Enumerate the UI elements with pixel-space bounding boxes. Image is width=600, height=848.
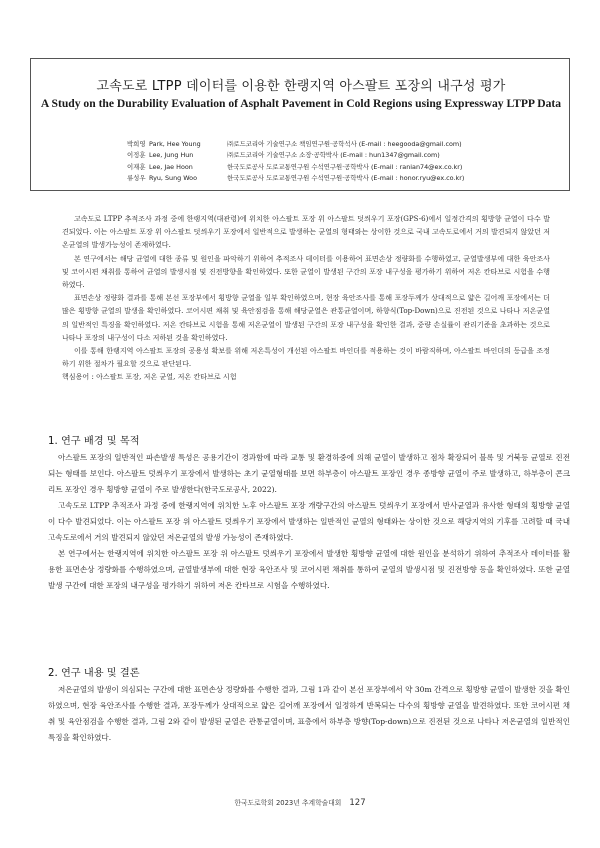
section-paragraph: 저온균열의 발생이 의심되는 구간에 대한 표면손상 정량화를 수행한 결과, 그림 1과 같이 본선 포장부에서 약 30m 간격으로 횡방향 균열이 발생한 것을 확인하였으며, 현장 육안조사를 수행한 결과, 포장두께가 상대적으로 얇은 길어깨 포장에서 일정하게 반복되는 다수의 횡방향 균열을 발견하였다. 또한 코어시편 채취 및 육안점검을 수행한 결과, 그림 2와 같이 발생된 균열은 관통균열이며, 표층에서 하부층 방향(Top-down)으로 진전된 것으로 나타나 저온균열의 일반적인 특징을 확인하였다. — [48, 685, 570, 742]
section-body — [48, 682, 570, 746]
conference-name: 한국도로학회 2023년 추계학술대회 — [234, 799, 342, 807]
title-box — [30, 58, 570, 191]
keywords: 핵심용어 : 아스팔트 포장, 저온 균열, 저온 칸타브로 시험 — [62, 372, 237, 382]
author-name-english: Lee, Jung Hun — [149, 151, 194, 160]
section-results — [48, 664, 570, 746]
author-name-korean: 박희영 — [127, 140, 146, 148]
abstract-paragraph: 본 연구에서는 해당 균열에 대한 종류 및 원인을 파악하기 위하여 추적조사 데이터를 이용하여 표면손상 정량화를 수행하였고, 균열발생부에 대한 육안조사 및 코어시편 채취를 통하여 균열의 발생시점 및 진전방향을 확인하였다. 또한 균열이 발생된 구간의 포장 내구성을 평가하기 위하여 저온 칸타브로 시험을 수행하였다. — [62, 253, 550, 290]
section-heading: 1. 연구 배경 및 목적 — [48, 436, 140, 447]
author-name-korean: 이정훈 — [127, 151, 146, 160]
author-affiliation: 한국도로공사 도로교통연구원 수석연구원·공학박사 (E-mail : honor.ryu@ex.co.kr) — [227, 173, 465, 182]
abstract — [62, 212, 550, 384]
page-number: 127 — [349, 798, 366, 808]
abstract-paragraph: 표면손상 정량화 결과를 통해 본선 포장부에서 횡방향 균열을 일부 확인하였으며, 현장 육안조사를 통해 포장두께가 상대적으로 얇은 길어깨 포장에서는 더 많은 횡방향 균열의 발생을 확인하였다. 코어시편 채취 및 육안점검을 통해 해당균열은 관통균열이며, 하향식(Top-Down)으로 진전된 것으로 나타나 저온균열의 일반적인 특징을 확인하였다. 저온 칸타브로 시험을 통해 저온균열이 발생된 구간의 포장 내구성을 확인한 결과, 중량 손실률이 관리기준을 초과하는 것으로 나타나 포장의 내구성이 다소 저하된 것을 확인하였다. — [62, 293, 550, 342]
author-row — [127, 150, 567, 161]
author-affiliation: 한국도로공사 도로교통연구원 수석연구원·공학박사 (E-mail : ranian74@ex.co.kr) — [227, 162, 463, 171]
page-footer — [0, 797, 600, 808]
section-paragraph: 고속도로 LTPP 추적조사 과정 중에 한랭지역에 위치한 노후 아스팔트 포장 개량구간의 아스팔트 덧씌우기 포장에서 반사균열과 유사한 형태의 횡방향 균열이 다수 발견되었다. 이는 아스팔트 포장 위 아스팔트 덧씌우기 포장에서 발생하는 일반적인 균열의 형태와는 상이한 것으로 해당지역의 기후를 고려할 때 국내 고속도로에서 거의 발견되지 않았던 저온균열의 발생 가능성이 존재하였다. — [48, 501, 570, 542]
author-affiliation: ㈜로드코리아 기술연구소 책임연구원·공학석사 (E-mail : heegooda@gmail.com) — [227, 140, 462, 148]
author-row — [127, 173, 567, 184]
author-name-english: Ryu, Sung Woo — [149, 173, 197, 182]
abstract-paragraph: 이를 통해 한랭지역 아스팔트 포장의 공용성 확보를 위해 저온특성이 개선된 아스팔트 바인더를 적용하는 것이 바람직하며, 아스팔트 바인더의 등급을 조정하기 위한 절차가 필요할 것으로 판단된다. — [62, 346, 550, 369]
section-body — [48, 450, 570, 594]
section-paragraph: 본 연구에서는 한랭지역에 위치한 아스팔트 포장 위 아스팔트 덧씌우기 포장에서 발생한 횡방향 균열에 대한 원인을 분석하기 위하여 추적조사 데이터를 활용한 표면손상 정량화를 수행하였으며, 균열발생부에 대한 현장 육안조사 및 코어시편 채취를 통하여 균열의 발생시점 및 진전방향 등을 확인하였다. 또한 균열발생 구간에 대한 포장의 내구성을 평가하기 위하여 저온 칸타브로 시험을 수행하였다. — [48, 549, 570, 590]
section-background — [48, 432, 570, 594]
paper-title-english: A Study on the Durability Evaluation of Asphalt Pavement in Cold Regions using Expressway LTPP Data — [40, 97, 562, 110]
paper-title-korean: 고속도로 LTPP 데이터를 이용한 한랭지역 아스팔트 포장의 내구성 평가 — [96, 79, 506, 94]
author-name-english: Lee, Jae Hoon — [149, 162, 193, 171]
author-row — [127, 162, 567, 173]
author-affiliation: ㈜로드코리아 기술연구소 소장·공학박사 (E-mail : hun1347@gmail.com) — [227, 151, 440, 160]
author-name-korean: 류성우 — [127, 173, 146, 182]
author-list — [127, 139, 567, 184]
section-heading: 2. 연구 내용 및 결론 — [48, 668, 140, 679]
section-paragraph: 아스팔트 포장의 일반적인 파손발생 특성은 공용기간이 경과함에 따라 교통 및 환경하중에 의해 균열이 발생하고 점차 확장되어 블록 및 거북등 균열로 진전되는 형태를 보인다. 아스팔트 덧씌우기 포장에서 발생하는 초기 균열형태를 보면 하부층이 아스팔트 포장인 경우 종방향 균열이 주로 발생하고, 하부층이 콘크리트 포장인 경우 횡방향 균열이 주로 발생한다(한국도로공사, 2022). — [48, 453, 570, 494]
author-name-korean: 이재훈 — [127, 162, 146, 171]
abstract-paragraph: 고속도로 LTPP 추적조사 과정 중에 한랭지역(대관령)에 위치한 아스팔트 포장 위 아스팔트 덧씌우기 포장(GPS-6)에서 일정간격의 횡방향 균열이 다수 발견되었다. 이는 아스팔트 포장 위 아스팔트 덧씌우기 포장에서 일반적으로 발생하는 균열의 형태와는 상이한 것으로 국내 고속도로에서 거의 발견되지 않았던 저온균열의 발생가능성이 존재하였다. — [62, 214, 550, 250]
author-row — [127, 139, 567, 150]
author-name-english: Park, Hee Young — [149, 140, 201, 148]
